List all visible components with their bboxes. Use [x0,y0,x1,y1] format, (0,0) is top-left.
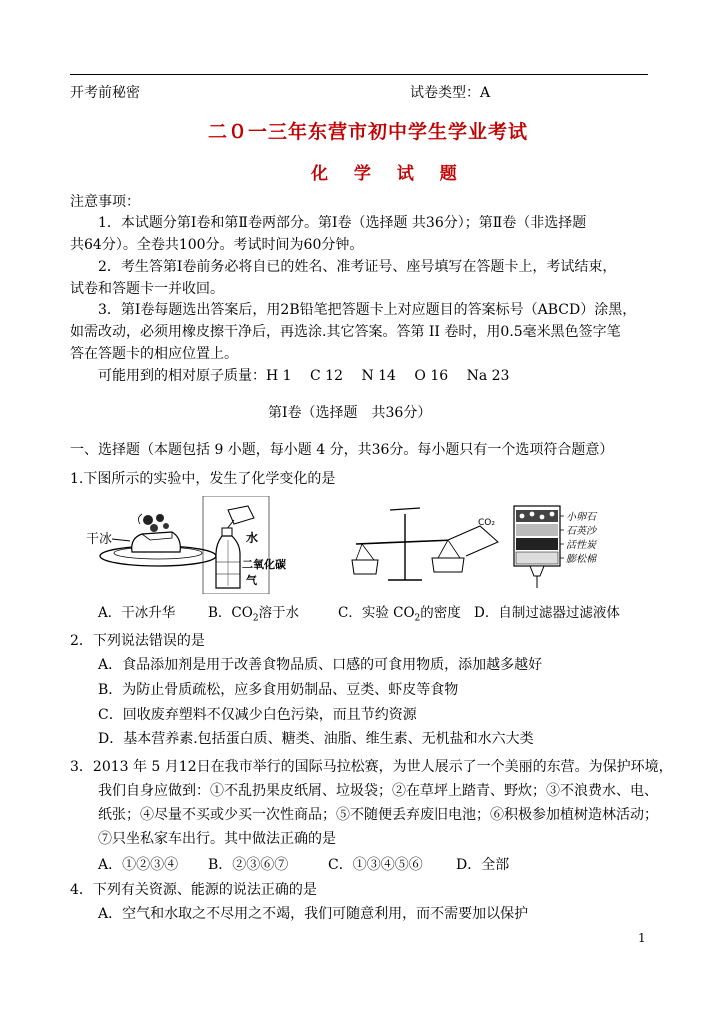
co2-bottle-illustration [203,496,286,594]
notice-line-4: 试卷和答题卡一并收回。 [70,281,224,297]
question-1-stem: 1.下图所示的实验中，发生了化学变化的是 [70,471,336,487]
question-2-option-c: C．回收废弃塑料不仅减少白色污染，而且节约资源 [98,707,417,723]
notice-line-5: 3．第Ⅰ卷每题选出答案后，用2B铅笔把答题卡上对应题目的答案标号（ABCD）涂黑， [98,302,637,318]
question-3-line-2: 我们自身应做到：①不乱扔果皮纸屑、垃圾袋；②在草坪上踏青、野炊；③不浪费水、电、 [98,783,658,799]
notice-line-3: 2．考生答第Ⅰ卷前务必将自已的姓名、准考证号、座号填写在答题卡上，考试结束， [98,259,617,275]
notice-line-1: 1．本试题分第Ⅰ卷和第Ⅱ卷两部分。第Ⅰ卷（选择题 共36分）；第Ⅱ卷（非选择题 [98,215,587,231]
svg-text:活性炭: 活性炭 [566,540,596,551]
svg-text:二氧化碳: 二氧化碳 [242,558,286,571]
exam-subtitle: 化 学 试 题 [311,164,467,184]
svg-text:小卵石: 小卵石 [566,512,596,523]
header-rule [70,74,648,75]
question-3-option-a: A．①②③④ [98,857,179,873]
confidential-label: 开考前秘密 [70,85,140,101]
question-3-option-c: C．①③④⑤⑥ [328,857,423,873]
svg-text:石英沙: 石英沙 [566,526,596,537]
question-4-option-a: A．空气和水取之不尽用之不竭，我们可随意利用，而不需要加以保护 [98,906,529,922]
notice-line-7: 答在答题卡的相应位置上。 [70,346,238,362]
filter-illustration [514,506,598,588]
svg-text:气: 气 [246,574,257,587]
part-one-heading: 第Ⅰ卷（选择题 共36分） [268,405,432,421]
question-3-line-4: ⑦只坐私家车出行。其中做法正确的是 [98,831,336,847]
question-2-stem: 2．下列说法错误的是 [70,633,205,649]
question-4-stem: 4．下列有关资源、能源的说法正确的是 [70,882,317,898]
dry-ice-illustration [86,514,216,566]
svg-text:膨松棉: 膨松棉 [566,554,596,565]
balance-illustration [352,508,498,580]
section-one-instructions: 一、选择题（本题包括 9 小题，每小题 4 分，共36分。每小题只有一个选项符合题意） [70,442,614,458]
question-1-option-d: D．自制过滤器过滤液体 [474,605,620,621]
svg-text:CO₂: CO₂ [478,518,495,528]
paper-type-label: 试卷类型：A [410,85,491,101]
atomic-mass-line: 可能用到的相对原子质量：H 1 C 12 N 14 O 16 Na 23 [98,368,510,384]
notice-line-6: 如需改动，必须用橡皮擦干净后，再选涂.其它答案。答第 II 卷时，用0.5毫米黑色签字笔 [70,324,621,340]
question-3-line-3: 纸张；④尽量不买或少买一次性商品；⑤不随便丢弃废旧电池；⑥积极参加植树造林活动； [98,807,658,823]
question-1-option-a: A．干冰升华 [98,605,176,621]
question-1-option-b: B．$CO_2$溶于水 [208,605,300,624]
question-3-option-b: B．②③⑥⑦ [208,857,289,873]
question-3-option-d: D．全部 [456,857,510,873]
exam-title: 二０一三年东营市初中学生学业考试 [208,121,529,143]
notice-line-2: 共64分）。全卷共100分。考试时间为60分钟。 [70,237,364,253]
svg-text:水: 水 [246,531,259,545]
notice-heading: 注意事项： [70,194,140,210]
page-number: 1 [638,931,646,945]
question-1-figure [70,496,650,594]
question-2-option-b: B．为防止骨质疏松，应多食用奶制品、豆类、虾皮等食物 [98,682,459,698]
question-2-option-a: A．食品添加剂是用于改善食物品质、口感的可食用物质，添加越多越好 [98,657,543,673]
question-1-option-c: C．实验 $CO_2$的密度 [338,605,461,624]
svg-text:干冰: 干冰 [86,532,113,547]
question-3-line-1: 3．2013 年 5 月12日在我市举行的国际马拉松赛，为世人展示了一个美丽的东营。为保护环境， [70,759,673,775]
question-2-option-d: D．基本营养素.包括蛋白质、糖类、油脂、维生素、无机盐和水六大类 [98,731,534,747]
